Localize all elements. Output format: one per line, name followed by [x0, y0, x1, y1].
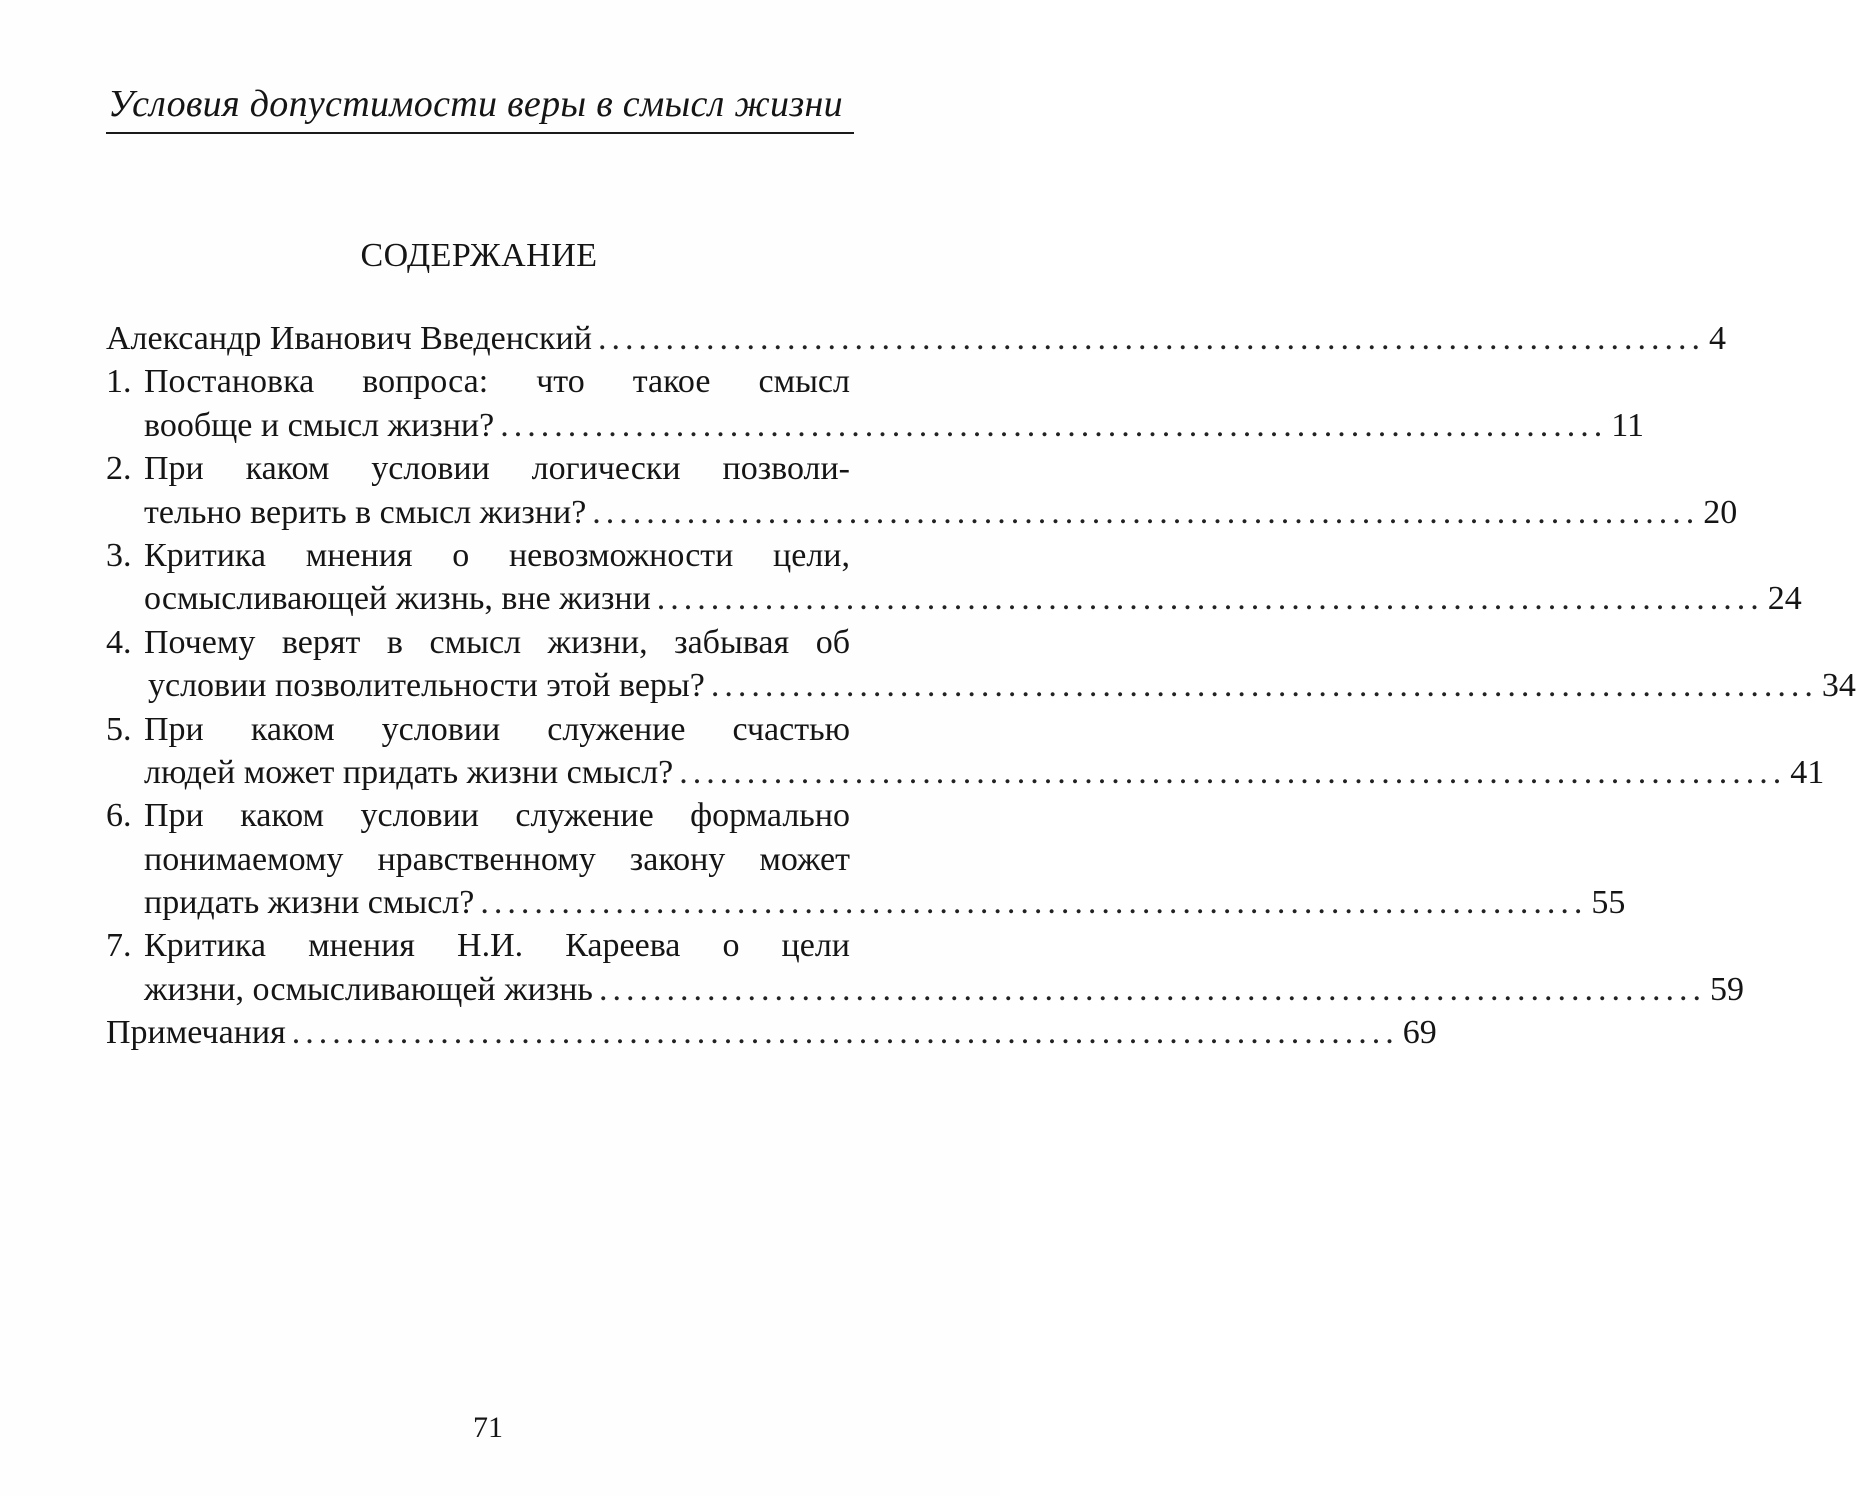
- toc-entry-7[interactable]: [106, 924, 850, 967]
- toc-title: СОДЕРЖАНИЕ: [360, 237, 598, 274]
- toc-entry-6-continuation-2[interactable]: [106, 881, 1626, 924]
- toc-page-number: 11: [1611, 406, 1644, 444]
- dot-leader: ..................................................................................: [679, 753, 1787, 791]
- toc-entry-4[interactable]: [106, 621, 850, 664]
- toc-entry-notes[interactable]: [106, 1011, 1437, 1054]
- toc-entry-title: Критика мнения о невозможности цели,: [144, 536, 850, 574]
- toc-entry-5-continuation[interactable]: [106, 751, 1825, 794]
- toc-entry-title-cont: вообще и смысл жизни?: [144, 406, 495, 444]
- toc-page-number: 55: [1591, 884, 1626, 922]
- dot-leader: ..................................................................................: [291, 1014, 1399, 1052]
- header-rule: [106, 132, 854, 134]
- toc-entry-1[interactable]: [106, 360, 850, 403]
- toc-entry-3-continuation[interactable]: [106, 577, 1802, 620]
- dot-leader: ..................................................................................: [592, 493, 1700, 531]
- toc-entry-2-continuation[interactable]: [106, 491, 1738, 534]
- toc-entry-5[interactable]: [106, 708, 850, 751]
- toc-entry-number: 6.: [106, 797, 132, 835]
- table-of-contents: [106, 317, 1856, 1055]
- toc-entry-3[interactable]: [106, 534, 850, 577]
- toc-entry-title: Почему верят в смысл жизни, забывая об: [144, 623, 850, 661]
- toc-page-number: 4: [1708, 320, 1726, 357]
- toc-entry-title: При каком условии служение счастью: [144, 710, 850, 748]
- dot-leader: ..................................................................................: [480, 884, 1588, 922]
- toc-entry-2[interactable]: [106, 447, 850, 490]
- toc-entry-title-cont: жизни, осмысливающей жизнь: [144, 970, 593, 1008]
- toc-entry-number: 7.: [106, 927, 132, 965]
- toc-entry-title: Постановка вопроса: что такое смысл: [144, 363, 850, 401]
- toc-entry-number: 5.: [106, 710, 132, 748]
- toc-page-number: 20: [1703, 493, 1738, 531]
- toc-entry-title-cont: условии позволительности этой веры?: [148, 667, 705, 705]
- toc-entry-title: Критика мнения Н.И. Кареева о цели: [144, 927, 850, 965]
- toc-page-number: 41: [1790, 753, 1825, 791]
- toc-entry-6-continuation[interactable]: [106, 838, 850, 881]
- dot-leader: ..................................................................................: [500, 406, 1608, 444]
- toc-entry-title: Примечания: [106, 1014, 286, 1052]
- toc-entry-title: При каком условии логически позволи-: [144, 450, 850, 488]
- page-number: 71: [473, 1411, 503, 1444]
- toc-entry-title-cont: осмысливающей жизнь, вне жизни: [144, 580, 651, 618]
- toc-page-number: 34: [1821, 667, 1856, 705]
- dot-leader: ..................................................................................: [656, 580, 1764, 618]
- toc-entry-title-cont: придать жизни смысл?: [144, 884, 475, 922]
- toc-entry-title-cont: понимаемому нравственному закону может: [144, 840, 850, 878]
- toc-entry-7-continuation[interactable]: [106, 968, 1744, 1011]
- toc-entry-number: 4.: [106, 623, 132, 661]
- toc-entry-4-continuation[interactable]: [106, 664, 1856, 707]
- toc-page-number: 69: [1402, 1014, 1437, 1052]
- dot-leader: ..................................................................................: [710, 667, 1818, 705]
- toc-entry-title: При каком условии служение формально: [144, 797, 850, 835]
- dot-leader: ..................................................................................: [598, 970, 1706, 1008]
- running-head: Условия допустимости веры в смысл жизни: [108, 83, 843, 125]
- toc-entry-1-continuation[interactable]: [106, 404, 1644, 447]
- toc-entry-number: 2.: [106, 450, 132, 488]
- toc-entry-title-cont: тельно верить в смысл жизни?: [144, 493, 587, 531]
- toc-entry-number: 3.: [106, 536, 132, 574]
- toc-entry-title-cont: людей может придать жизни смысл?: [144, 753, 674, 791]
- toc-entry-author[interactable]: [106, 317, 1726, 360]
- toc-entry-6[interactable]: [106, 794, 850, 837]
- toc-page-number: 59: [1709, 970, 1744, 1008]
- toc-page-number: 24: [1767, 580, 1802, 618]
- toc-entry-title: Александр Иванович Введенский: [106, 320, 592, 357]
- toc-entry-number: 1.: [106, 363, 132, 401]
- dot-leader: ..................................................................................: [597, 320, 1705, 357]
